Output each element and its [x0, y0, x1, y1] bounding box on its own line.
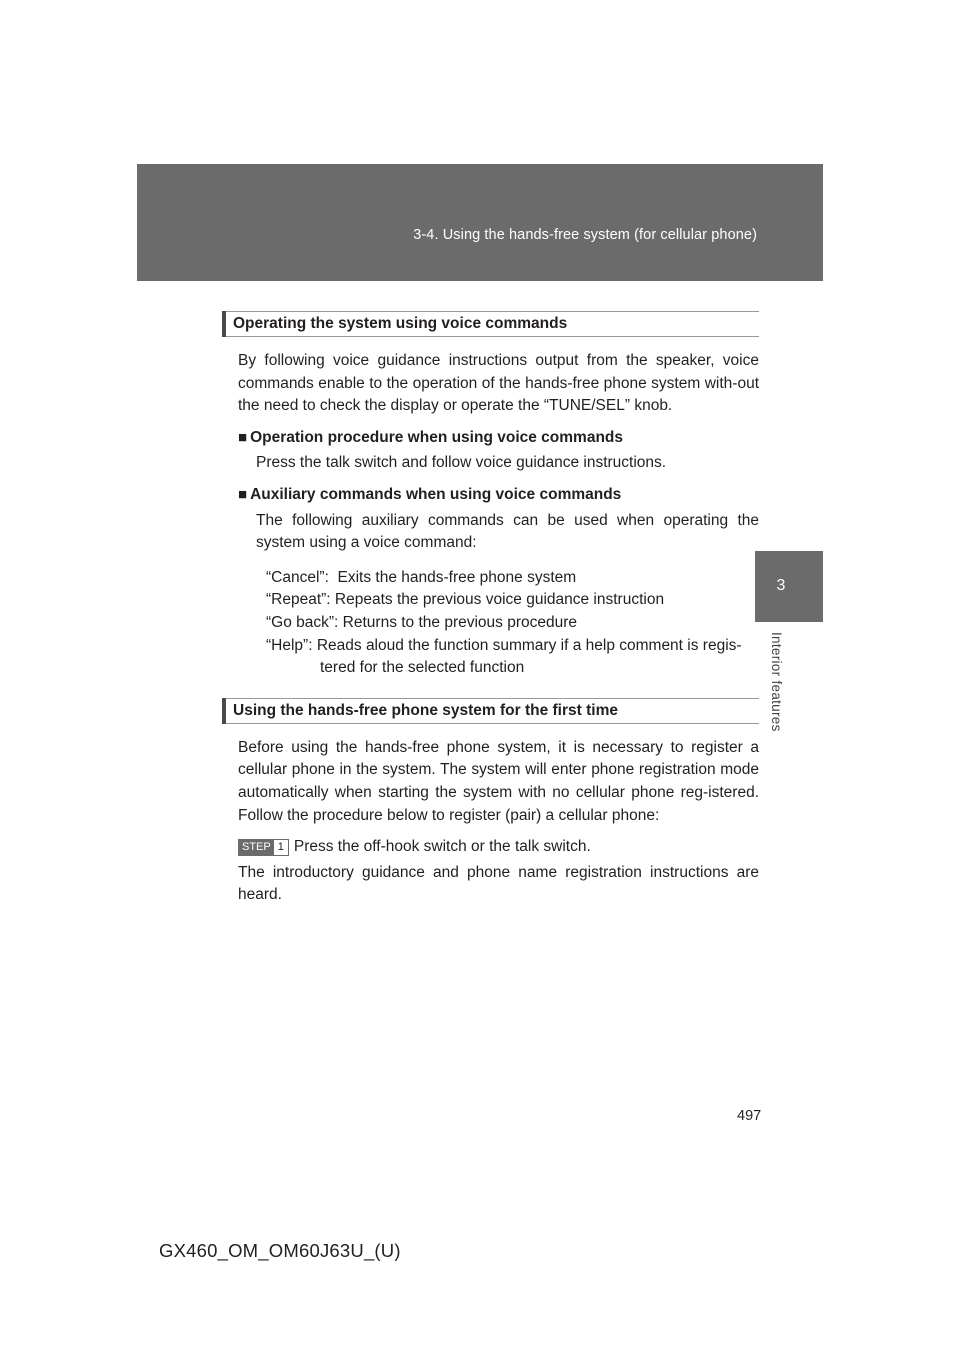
step-badge: STEP 1: [238, 839, 289, 856]
subheading-auxiliary-commands: [222, 484, 759, 507]
paragraph-operation-procedure: Press the talk switch and follow voice guidance instructions.: [256, 454, 667, 472]
header-section-title: 3-4. Using the hands-free system (for cellular phone): [413, 227, 757, 243]
paragraph-after-step: The introductory guidance and phone name registration instructions are heard.: [238, 863, 759, 904]
subheading-operation-procedure: [222, 427, 759, 450]
list-item: “Repeat”: Repeats the previous voice guidance instruction: [266, 591, 665, 609]
paragraph-auxiliary-commands: The following auxiliary commands can be used when operating the system using a voice command:: [256, 511, 759, 552]
paragraph-voice-intro: By following voice guidance instructions output from the speaker, voice commands enable to the operation of the hands-free phone system with-out the need to check the display or operate the “TUNE/SEL” knob.: [238, 352, 759, 415]
chapter-label: Interior features: [769, 632, 784, 732]
subheading-text: Operation procedure when using voice commands: [250, 428, 624, 446]
section-heading-voice-commands: Operating the system using voice commands: [222, 311, 759, 337]
paragraph-first-time-intro: Before using the hands-free phone system, it is necessary to register a cellular phone in the system. The system will enter phone registration mode automatically when starting the system with no cellular phone reg-istered. Follow the procedure below to register (pair) a cellular phone:: [238, 738, 759, 824]
page-number: 497: [737, 1108, 762, 1124]
list-item: “Help”: Reads aloud the function summary if a help comment is regis-: [266, 636, 742, 654]
list-item-continuation: tered for the selected function: [320, 659, 525, 677]
step-text: Press the off-hook switch or the talk switch.: [293, 838, 591, 856]
section-heading-first-time: Using the hands-free phone system for the first time: [222, 698, 759, 724]
command-list: [222, 567, 759, 680]
header-band: [137, 164, 823, 281]
page-content: [222, 311, 759, 907]
list-item: “Cancel”: Exits the hands-free phone system: [266, 568, 577, 586]
step-1: [222, 836, 759, 859]
list-item: “Go back”: Returns to the previous procedure: [266, 613, 578, 631]
chapter-tab: [755, 551, 823, 622]
square-bullet-icon: ■: [238, 485, 248, 503]
subheading-text: Auxiliary commands when using voice commands: [250, 485, 622, 503]
document-code: GX460_OM_OM60J63U_(U): [159, 1240, 401, 1261]
square-bullet-icon: ■: [238, 428, 248, 446]
chapter-number: 3: [776, 577, 786, 594]
